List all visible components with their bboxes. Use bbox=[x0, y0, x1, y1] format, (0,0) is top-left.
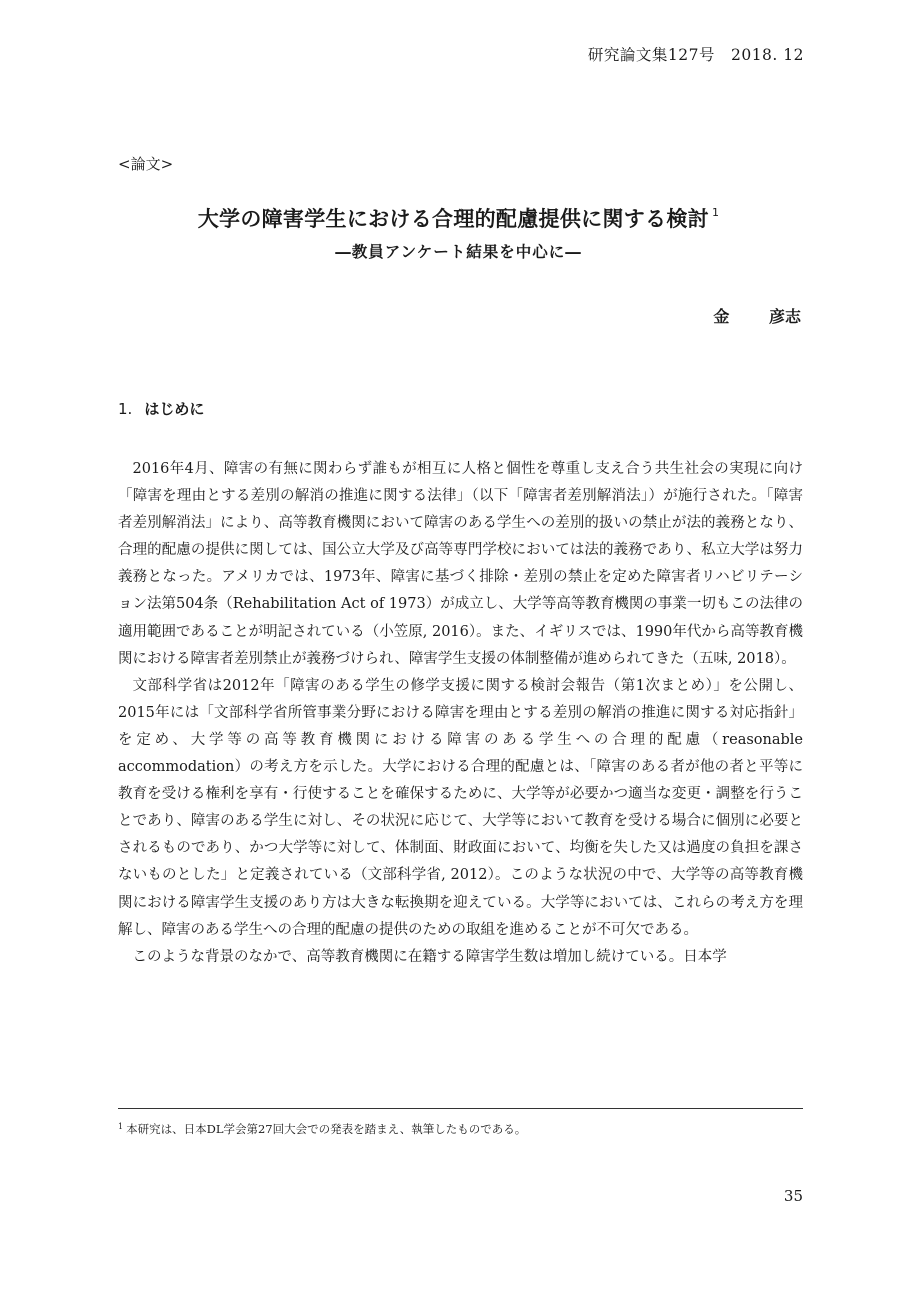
paper-title bbox=[0, 203, 917, 233]
body-text bbox=[118, 456, 803, 971]
section-title: はじめに bbox=[144, 400, 205, 418]
paragraph: このような背景のなかで、高等教育機関に在籍する障害学生数は増加し続けている。日本学 bbox=[132, 948, 727, 965]
section-tag: <論文> bbox=[118, 155, 174, 173]
section-number: 1. bbox=[118, 400, 133, 418]
paragraph: 2016年4月、障害の有無に関わらず誰もが相互に人格と個性を尊重し支え合う共生社会の実現に向け「障害を理由とする差別の解消の推進に関する法律」（以下「障害者差別解消法」）が施行された。「障害者差別解消法」により、高等教育機関において障害のある学生への差別的扱いの禁止が法的義務となり、合理的配慮の提供に関しては、国公立大学及び高等専門学校においては法的義務であり、私立大学は努力義務となった。アメリカでは、1973年、障害に基づく排除・差別の禁止を定めた障害者リハビリテーション法第504条（Rehabilitation Act of 1973）が成立し、大学等高等教育機関の事業一切もこの法律の適用範囲であることが明記されている（小笠原, 2016）。また、イギリスでは、1990年代から高等教育機関における障害者差別禁止が義務づけられ、障害学生支援の体制整備が進められてきた（五味, 2018）。 bbox=[118, 461, 803, 667]
footnote-text: 本研究は、日本DL学会第27回大会での発表を踏まえ、執筆したものである。 bbox=[126, 1122, 527, 1136]
paper-title-text: 大学の障害学生における合理的配慮提供に関する検討 bbox=[197, 207, 709, 231]
footnote-mark: 1 bbox=[118, 1122, 124, 1131]
title-footnote-ref[interactable]: 1 bbox=[711, 206, 720, 219]
section-heading bbox=[118, 398, 204, 419]
paper-subtitle: ―教員アンケート結果を中心に― bbox=[335, 243, 582, 261]
paragraph: 文部科学省は2012年「障害のある学生の修学支援に関する検討会報告（第1次まとめ）」を公開し、2015年には「文部科学省所管事業分野における障害を理由とする差別の解消の推進に関する対応指針」を定め、大学等の高等教育機関における障害のある学生への合理的配慮（reasonable accommodation）の考え方を示した。大学における合理的配慮とは、「障害のある者が他の者と平等に教育を受ける権利を享有・行使することを確保するために、大学等が必要かつ適当な変更・調整を行うことであり、障害のある学生に対し、その状況に応じて、大学等において教育を受ける場合に個別に必要とされるものであり、かつ大学等に対して、体制面、財政面において、均衡を失した又は過度の負担を課さないものとした」と定義されている（文部科学省, 2012）。このような状況の中で、大学等の高等教育機関における障害学生支援のあり方は大きな転換期を迎えている。大学等においては、これらの考え方を理解し、障害のある学生への合理的配慮の提供のための取組を進めることが不可欠である。 bbox=[118, 677, 803, 938]
footnote bbox=[118, 1121, 526, 1137]
footnote-divider bbox=[118, 1108, 803, 1109]
author-name: 金 彦志 bbox=[713, 307, 801, 326]
page-number: 35 bbox=[783, 1187, 803, 1205]
journal-header: 研究論文集127号 2018. 12 bbox=[587, 46, 804, 64]
